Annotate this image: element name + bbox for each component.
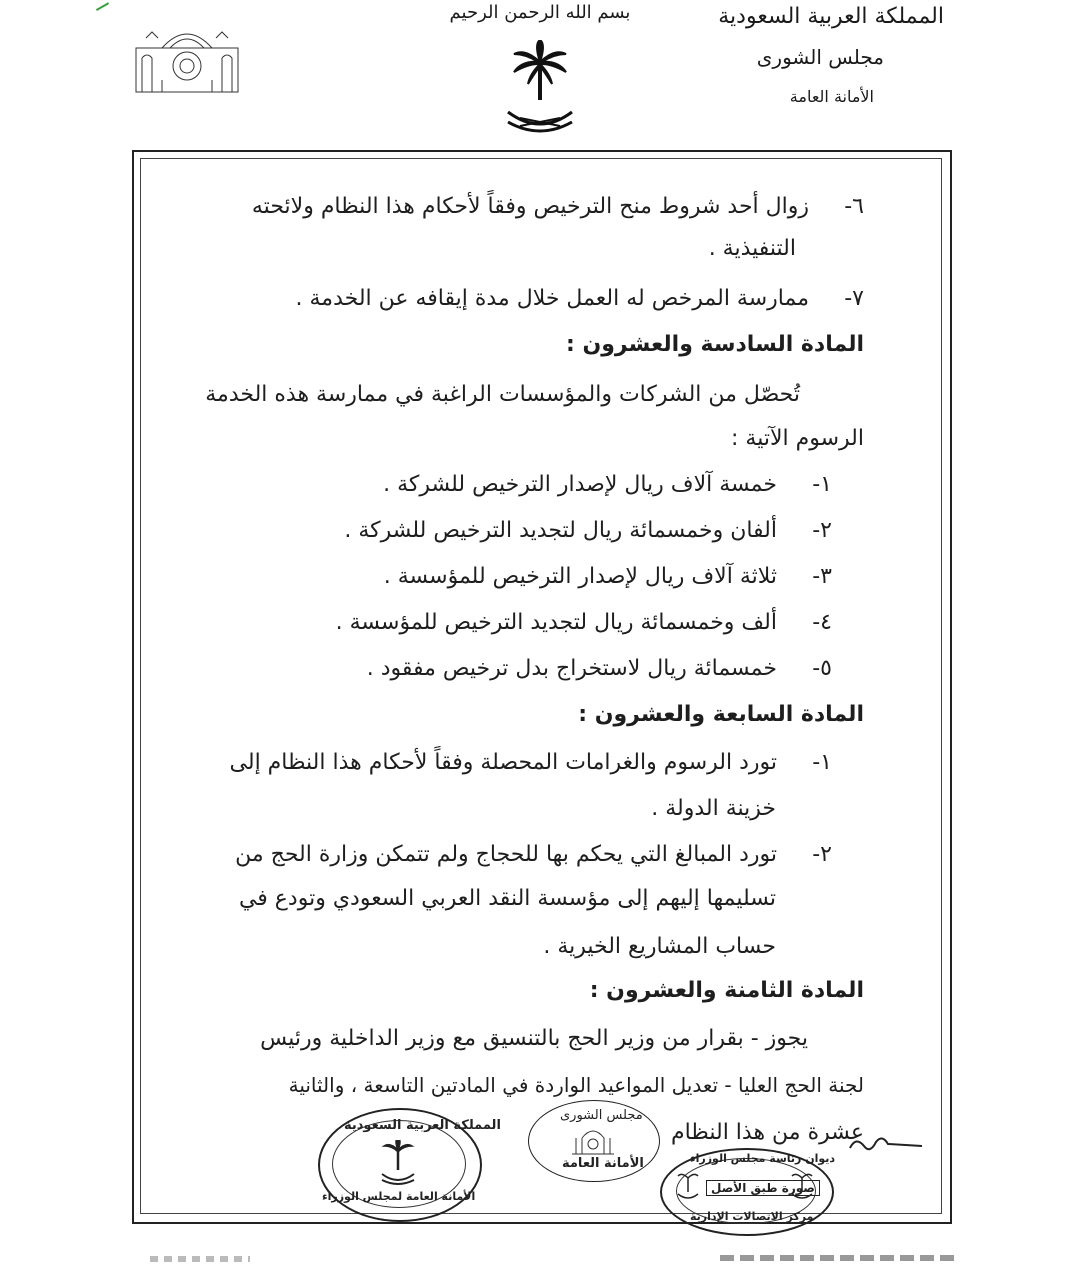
item-number: ٤- — [812, 610, 832, 635]
fee-item-2 — [344, 516, 832, 546]
item-text: عشرة من هذا النظام — [670, 1120, 864, 1145]
item-text: زوال أحد شروط منح الترخيص وفقاً لأحكام هذا النظام ولائحته — [251, 194, 809, 219]
body-line-14 — [651, 794, 776, 824]
item-text: لجنة الحج العليا - تعديل المواعيد الواردة في المادتين التاسعة ، والثانية — [288, 1073, 864, 1097]
signature-mark-icon — [846, 1128, 926, 1158]
body-line-13 — [230, 748, 832, 778]
fee-item-3 — [384, 562, 832, 592]
body-line-16 — [239, 884, 776, 914]
body-line-17 — [543, 932, 776, 962]
item-text: تورد المبالغ التي يحكم بها للحجاج ولم تتمكن وزارة الحج من — [235, 842, 777, 867]
body-line-6 — [731, 424, 864, 454]
item-number: ٧- — [844, 286, 864, 311]
item-text: التنفيذية . — [708, 236, 796, 261]
item-number: ٣- — [812, 564, 832, 589]
basmala: بسم الله الرحمن الرحيم — [449, 2, 631, 23]
shura-stamp-bottom: الأمانة العامة — [562, 1156, 644, 1171]
fee-item-4 — [336, 608, 832, 638]
heading-text: المادة السابعة والعشرون : — [578, 702, 864, 727]
item-number: ٢- — [812, 518, 832, 543]
body-line-1 — [252, 192, 864, 222]
body-line-20 — [289, 1070, 864, 1100]
kingdom-name: المملكة العربية السعودية — [718, 4, 944, 29]
item-number: ١- — [812, 750, 832, 775]
article-27-heading — [578, 700, 864, 730]
item-text: خزينة الدولة . — [651, 796, 776, 821]
palm-swords-emblem-icon — [500, 40, 580, 140]
shura-stamp-building-icon — [568, 1126, 618, 1156]
footer-scan-mark-left — [150, 1256, 250, 1262]
fee-item-5 — [367, 654, 832, 684]
council-name: مجلس الشورى — [756, 45, 884, 69]
item-number: ٥- — [812, 656, 832, 681]
item-text: الرسوم الآتية : — [731, 426, 864, 451]
stamp-text-top: المملكة العربية السعودية — [344, 1118, 501, 1133]
body-line-21 — [671, 1118, 864, 1148]
item-text: يجوز - بقرار من وزير الحج بالتنسيق مع وزير الداخلية ورئيس — [260, 1026, 808, 1051]
body-line-5 — [205, 380, 800, 410]
item-text: ألف وخمسمائة ريال لتجديد الترخيص للمؤسسة . — [335, 610, 777, 635]
heading-text: المادة الثامنة والعشرون : — [589, 978, 864, 1003]
cabinet-stamp-top: ديوان رئاسة مجلس الوزراء — [690, 1152, 836, 1165]
cabinet-stamp-middle: صورة طبق الأصل — [706, 1180, 820, 1196]
cabinet-stamp-emblem-right-icon — [790, 1172, 814, 1202]
corner-mark — [93, 0, 109, 11]
stamp-text-bottom: الأمانة العامة لمجلس الوزراء — [322, 1190, 476, 1203]
secretariat-name: الأمانة العامة — [789, 87, 874, 106]
shura-stamp-top: مجلس الشورى — [560, 1108, 643, 1123]
item-text: ثلاثة آلاف ريال لإصدار الترخيص للمؤسسة . — [383, 564, 777, 589]
item-number: ٢- — [812, 842, 832, 867]
stamp-palm-icon — [378, 1140, 418, 1186]
item-text: ممارسة المرخص له العمل خلال مدة إيقافه عن الخدمة . — [295, 286, 809, 311]
body-line-2 — [709, 234, 796, 264]
item-number: ٦- — [844, 194, 864, 219]
item-text: تسليمها إليهم إلى مؤسسة النقد العربي السعودي وتودع في — [238, 886, 776, 911]
item-text: تورد الرسوم والغرامات المحصلة وفقاً لأحكام هذا النظام إلى — [229, 750, 777, 775]
item-text: تُحصّل من الشركات والمؤسسات الراغبة في ممارسة هذه الخدمة — [205, 382, 800, 407]
item-number: ١- — [812, 472, 832, 497]
cabinet-stamp-emblem-left-icon — [676, 1172, 700, 1202]
item-text: خمسمائة ريال لاستخراج بدل ترخيص مفقود . — [366, 656, 777, 681]
cabinet-stamp-bottom: مركز الاتصالات الإدارية — [690, 1210, 814, 1223]
body-line-3 — [296, 284, 865, 314]
article-26-heading — [566, 330, 864, 360]
fee-item-1 — [383, 470, 832, 500]
body-line-15 — [235, 840, 832, 870]
item-text: حساب المشاريع الخيرية . — [543, 934, 776, 959]
footer-scan-mark-right — [720, 1255, 960, 1261]
item-text: ألفان وخمسمائة ريال لتجديد الترخيص للشركة . — [344, 518, 777, 543]
shura-building-icon — [132, 18, 242, 98]
article-28-heading — [590, 976, 864, 1006]
heading-text: المادة السادسة والعشرون : — [566, 332, 864, 357]
item-text: خمسة آلاف ريال لإصدار الترخيص للشركة . — [383, 472, 777, 497]
body-line-19 — [260, 1024, 808, 1054]
page-border-inner — [140, 158, 942, 1214]
